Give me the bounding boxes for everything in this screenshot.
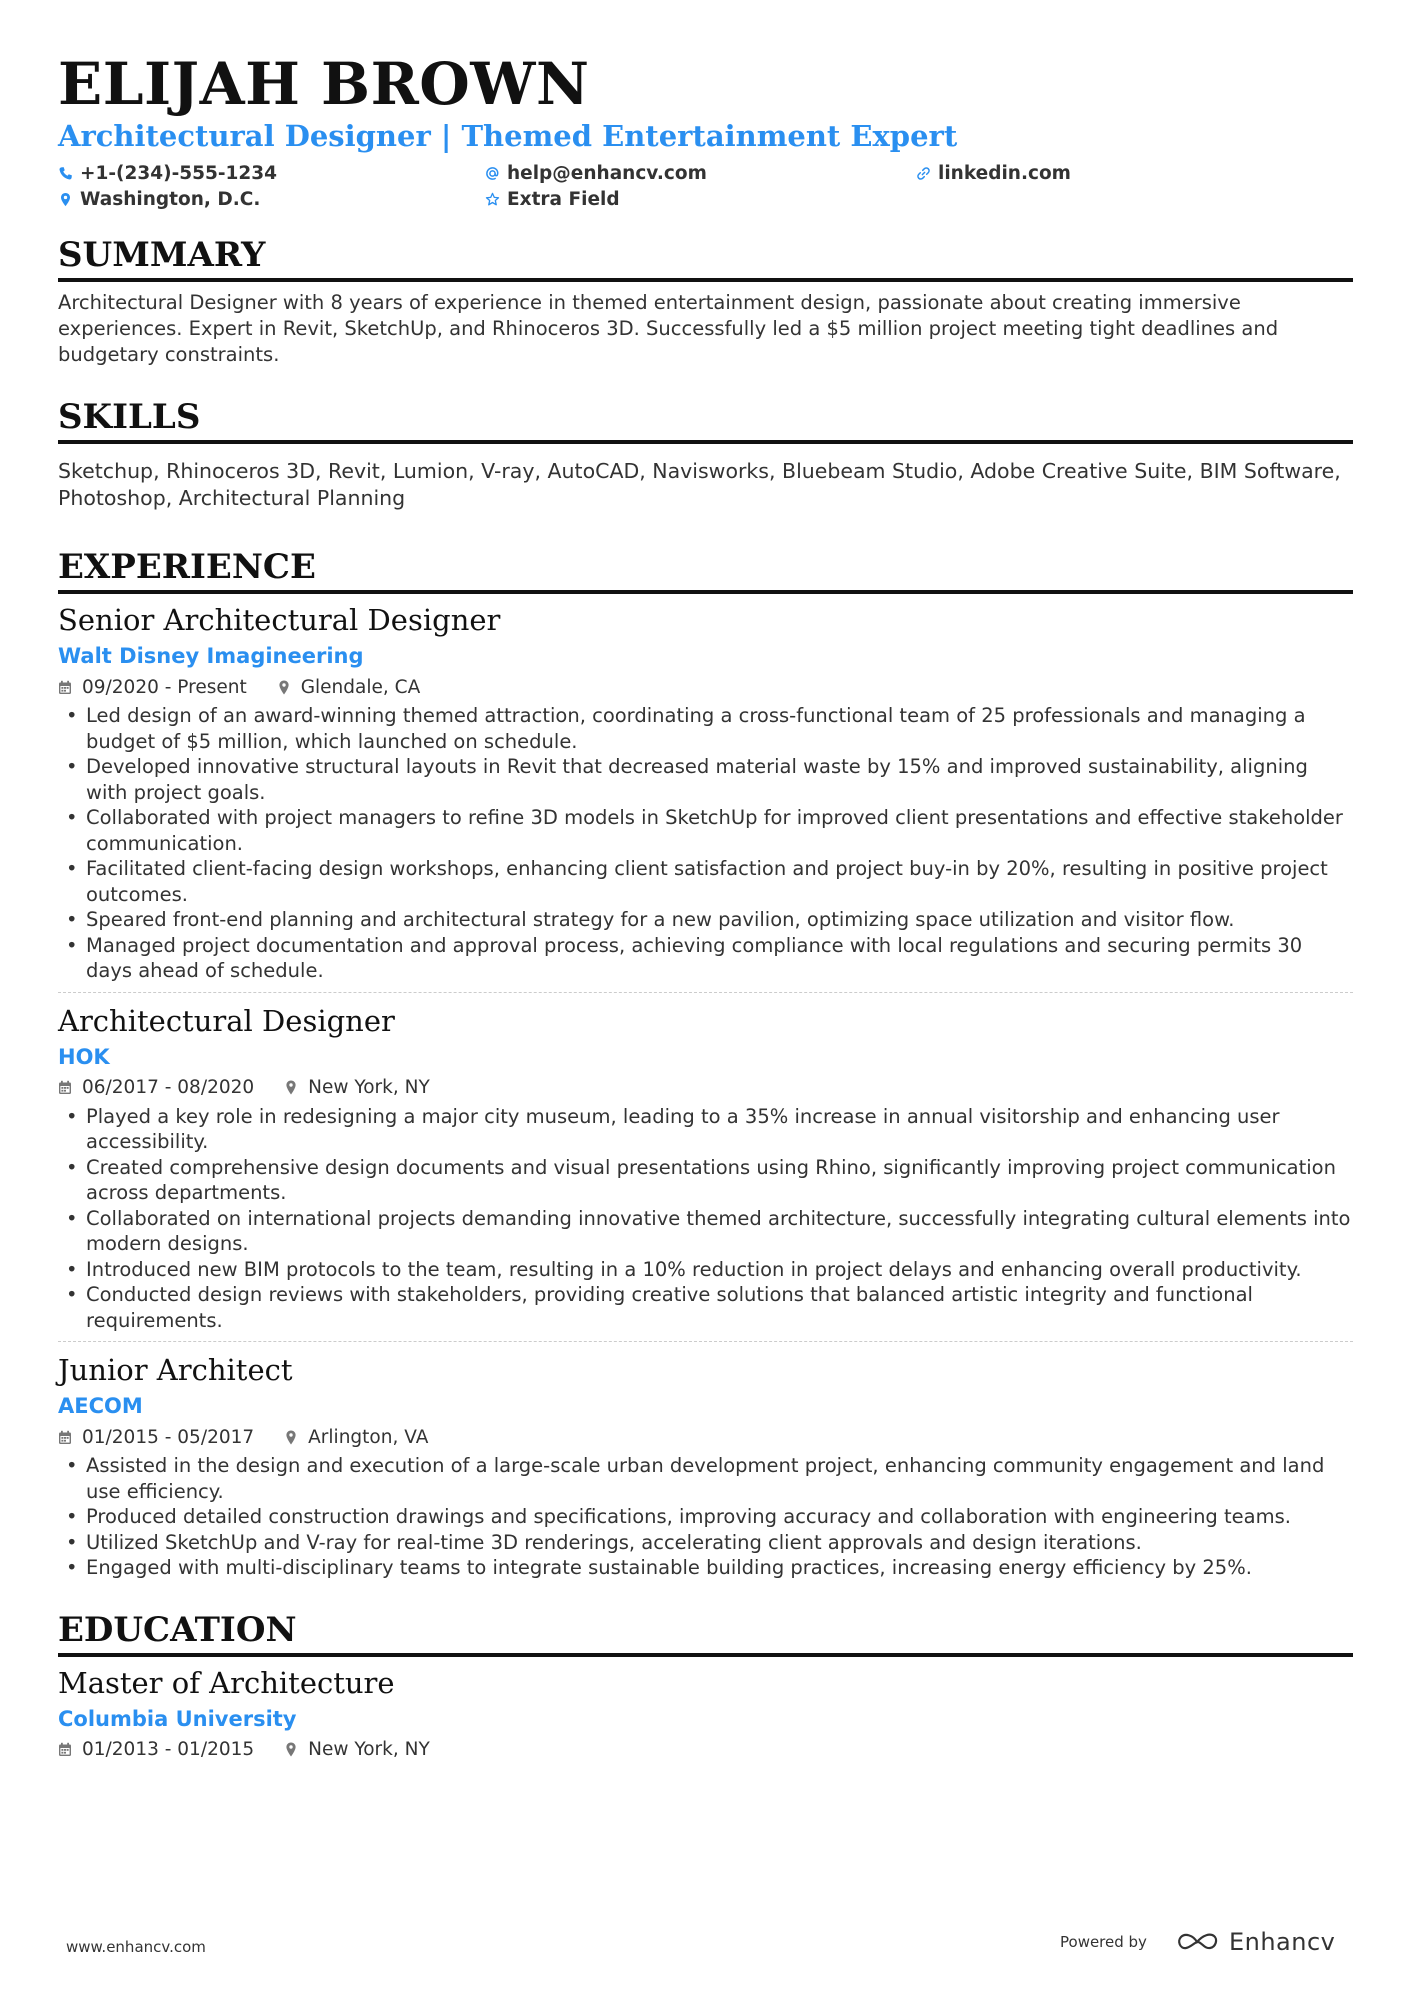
calendar-icon <box>58 680 72 695</box>
job-divider <box>58 992 1353 993</box>
list-item: • Produced detailed construction drawings and specifications, improving accuracy and collaboration with engineering teams. <box>58 1504 1353 1530</box>
education-entry <box>58 1665 1353 1763</box>
education-heading: EDUCATION <box>58 1609 1353 1657</box>
brand-name: Enhancv <box>1228 1928 1336 1956</box>
enhancv-logo-icon <box>1175 1930 1221 1954</box>
job-location <box>284 1077 430 1098</box>
contact-location <box>58 186 260 212</box>
job-title: Senior Architectural Designer <box>58 603 501 637</box>
list-item: • Facilitated client-facing design workshops, enhancing client satisfaction and project buy-in by 20%, resulting in positive project outcomes. <box>58 856 1353 907</box>
education-meta <box>58 1737 1353 1763</box>
skills-text: Sketchup, Rhinoceros 3D, Revit, Lumion, V-ray, AutoCAD, Navisworks, Bluebeam Studio, Adobe Creative Suite, BIM Software, Photoshop, Architectural Planning <box>58 459 1341 510</box>
powered-by-label: Powered by <box>1060 1933 1147 1951</box>
location-pin-icon <box>277 680 291 695</box>
job-bullets <box>58 1104 1353 1334</box>
job-meta <box>58 1075 1353 1101</box>
job-dates-text: 09/2020 - Present <box>82 676 247 698</box>
education-dates-text: 01/2013 - 01/2015 <box>82 1739 255 1760</box>
job-location <box>277 677 421 698</box>
list-item: • Assisted in the design and execution of a large-scale urban development project, enhancing community engagement and land use efficiency. <box>58 1453 1353 1504</box>
job-meta <box>58 1424 1353 1450</box>
education-location <box>284 1739 430 1760</box>
job-entry <box>58 1352 1353 1581</box>
list-item: • Engaged with multi-disciplinary teams to integrate sustainable building practices, increasing energy efficiency by 25%. <box>58 1555 1353 1581</box>
school-name: Columbia University <box>58 1706 297 1731</box>
job-dates-text: 01/2015 - 05/2017 <box>82 1426 255 1448</box>
job-dates <box>58 677 247 698</box>
location-pin-icon <box>284 1742 298 1757</box>
list-item: • Led design of an award-winning themed attraction, coordinating a cross-functional team of 25 professionals and managing a budget of $5 million, which launched on schedule. <box>58 703 1353 754</box>
list-item: • Introduced new BIM protocols to the team, resulting in a 10% reduction in project delays and enhancing overall productivity. <box>58 1257 1353 1283</box>
list-item: • Utilized SketchUp and V-ray for real-time 3D renderings, accelerating client approvals and design iterations. <box>58 1530 1353 1556</box>
link-icon <box>916 166 931 181</box>
phone-icon <box>58 166 73 181</box>
summary-heading: SUMMARY <box>58 234 1353 282</box>
email-text: help@enhancv.com <box>507 162 707 184</box>
candidate-name: ELIJAH BROWN <box>58 50 590 118</box>
list-item: • Managed project documentation and approval process, achieving compliance with local regulations and securing permits 30 days ahead of schedule. <box>58 933 1353 984</box>
calendar-icon <box>58 1430 72 1445</box>
extra-text: Extra Field <box>507 188 620 210</box>
footer-branding[interactable] <box>1060 1928 1335 1956</box>
degree-title: Master of Architecture <box>58 1665 395 1700</box>
education-section <box>58 1609 1353 1763</box>
location-pin-icon <box>284 1430 298 1445</box>
experience-section <box>58 546 1353 1581</box>
job-dates-text: 06/2017 - 08/2020 <box>82 1077 255 1098</box>
job-dates <box>58 1427 254 1448</box>
contact-info <box>58 156 1353 212</box>
education-location-text: New York, NY <box>308 1739 430 1760</box>
phone-text: +1-(234)-555-1234 <box>80 162 278 184</box>
job-location-text: Arlington, VA <box>308 1426 429 1448</box>
list-item: • Developed innovative structural layouts in Revit that decreased material waste by 15% and improved sustainability, aligning with project goals. <box>58 754 1353 805</box>
skills-section <box>58 396 1353 512</box>
star-icon <box>485 192 500 207</box>
location-pin-icon <box>284 1080 298 1095</box>
job-company: AECOM <box>58 1394 143 1418</box>
linkedin-text: linkedin.com <box>938 162 1071 184</box>
candidate-title: Architectural Designer | Themed Entertainment Expert <box>58 119 958 153</box>
location-text: Washington, D.C. <box>80 188 261 210</box>
job-company: HOK <box>58 1044 110 1069</box>
footer-website[interactable]: www.enhancv.com <box>66 1938 206 1956</box>
resume-page <box>58 52 1353 1763</box>
job-bullets <box>58 1453 1353 1581</box>
contact-email[interactable] <box>485 160 707 186</box>
job-title: Junior Architect <box>58 1353 293 1387</box>
summary-text: Architectural Designer with 8 years of experience in themed entertainment design, passionate about creating immersive experiences. Expert in Revit, SketchUp, and Rhinoceros 3D. Successfully led a $5 million project meeting tight deadlines and budgetary constraints. <box>58 291 1279 366</box>
contact-linkedin[interactable] <box>916 160 1071 186</box>
summary-section <box>58 234 1353 368</box>
experience-heading: EXPERIENCE <box>58 546 1353 594</box>
skills-heading: SKILLS <box>58 396 1353 444</box>
job-divider <box>58 1341 1353 1342</box>
job-company: Walt Disney Imagineering <box>58 644 364 668</box>
job-location <box>284 1427 428 1448</box>
list-item: • Conducted design reviews with stakeholders, providing creative solutions that balanced artistic integrity and functional requirements. <box>58 1282 1353 1333</box>
list-item: • Created comprehensive design documents and visual presentations using Rhino, significantly improving project communication across departments. <box>58 1155 1353 1206</box>
job-location-text: New York, NY <box>308 1077 430 1098</box>
job-entry <box>58 602 1353 984</box>
list-item: • Speared front-end planning and architectural strategy for a new pavilion, optimizing space utilization and visitor flow. <box>58 907 1353 933</box>
contact-phone[interactable] <box>58 160 277 186</box>
list-item: • Played a key role in redesigning a major city museum, leading to a 35% increase in annual visitorship and enhancing user accessibility. <box>58 1104 1353 1155</box>
calendar-icon <box>58 1080 72 1095</box>
list-item: • Collaborated on international projects demanding innovative themed architecture, successfully integrating cultural elements into modern designs. <box>58 1206 1353 1257</box>
job-entry <box>58 1003 1353 1334</box>
contact-extra <box>485 186 620 212</box>
job-meta <box>58 674 1353 700</box>
at-icon <box>485 166 500 181</box>
calendar-icon <box>58 1742 72 1757</box>
location-pin-icon <box>58 192 73 207</box>
job-location-text: Glendale, CA <box>300 676 421 698</box>
education-dates <box>58 1739 254 1760</box>
list-item: • Collaborated with project managers to refine 3D models in SketchUp for improved client presentations and effective stakeholder communication. <box>58 805 1353 856</box>
job-title: Architectural Designer <box>58 1003 395 1038</box>
job-bullets <box>58 703 1353 984</box>
job-dates <box>58 1077 254 1098</box>
